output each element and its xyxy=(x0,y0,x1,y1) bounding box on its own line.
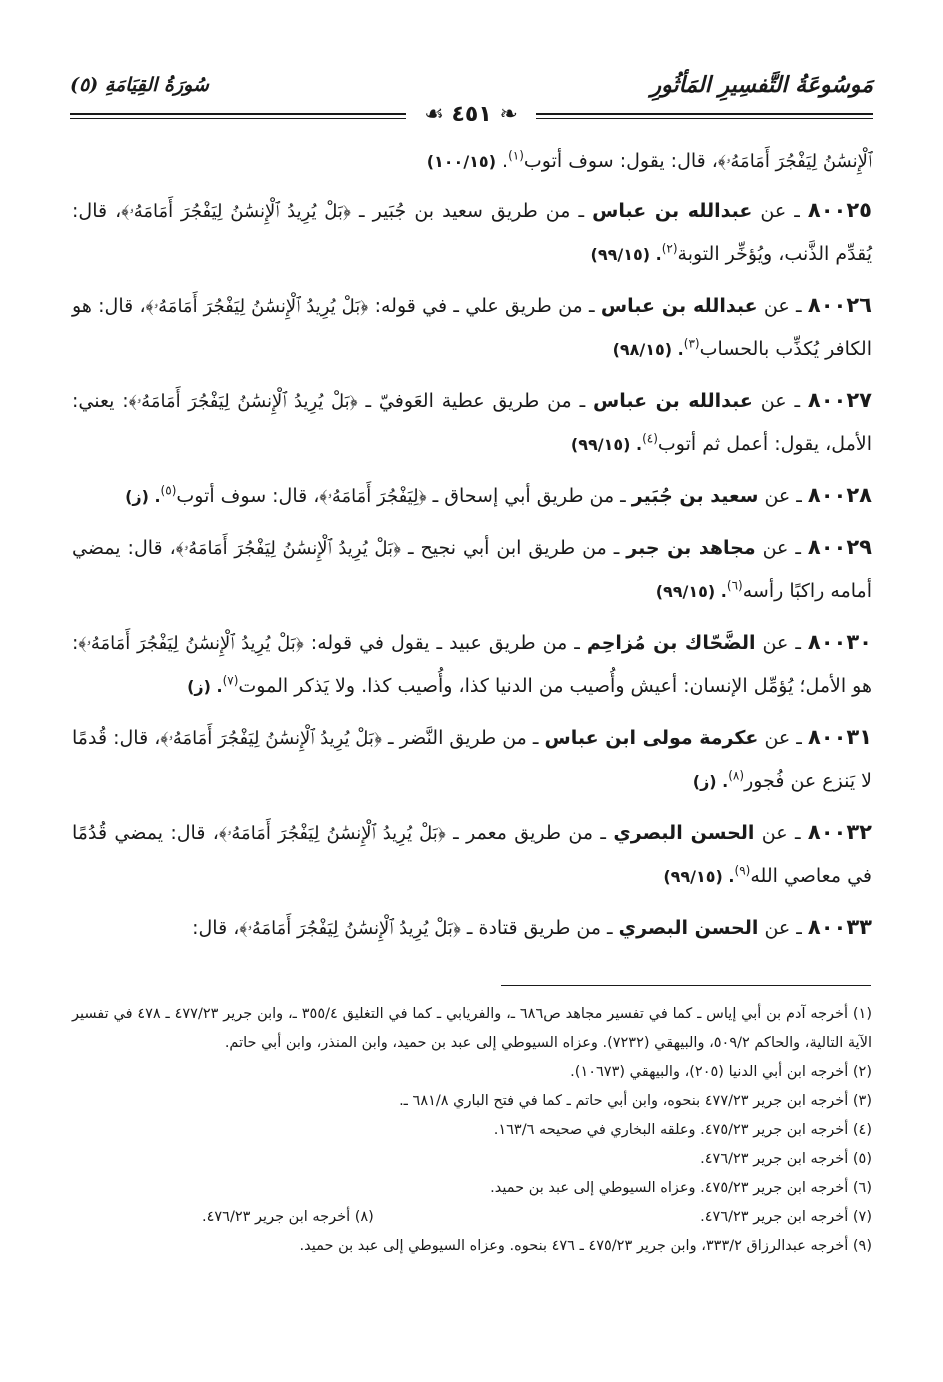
footnote-marker: (٨) xyxy=(728,768,745,783)
narrator: عبدالله بن عباس xyxy=(600,295,758,317)
quran-quote: ﴿لِيَفْجُرَ أَمَامَهُۥ﴾ xyxy=(319,486,427,507)
entry-number: ٨٠٠٣٣ xyxy=(807,915,872,939)
footnote: (٤) أخرجه ابن جرير ٤٧٥/٢٣. وعلقه البخاري في صحيحه ١٦٣/٦. xyxy=(493,1122,872,1138)
volume-reference: . (٩٩/١٥) xyxy=(570,435,643,454)
entry-number: ٨٠٠٢٧ xyxy=(807,388,872,412)
hadith-entry xyxy=(72,811,872,898)
chain: ـ من طريق قتادة ـ xyxy=(460,917,619,939)
chain: ـ من طريق ابن أبي نجيح ـ xyxy=(401,537,627,559)
quran-quote: ﴿بَلْ يُرِيدُ ٱلْإِنسَٰنُ لِيَفْجُرَ أَمَامَهُۥ﴾ xyxy=(121,201,351,222)
entry-text: : يعني: الأمل، يقول: أعمل ثم أتوب xyxy=(72,390,872,455)
entry-text: ، قال: يقول: سوف أتوب xyxy=(523,150,718,172)
ornament-right-icon: ❧ xyxy=(491,102,518,127)
chain: ـ من طريق علي ـ في قوله: xyxy=(368,295,601,317)
narrator: عبدالله بن عباس xyxy=(593,390,753,412)
chain: ـ من طريق النَّضر ـ xyxy=(381,727,545,749)
narrator: سعيد بن جُبَير xyxy=(631,485,759,507)
footnote: (١) أخرجه آدم بن أبي إياس ـ كما في تفسير مجاهد ص٦٨٦ ـ، والفريابي ـ كما في التغليق ٣٥٥/٤ ـ، وابن جرير ٤٧٧/٢٣ ـ ٤٧٨ في تفسير الآية التالية، والحاكم ٥٠٩/٢، والبيهقي (٧٢٣٢). وعزاه السيوطي إلى عبد بن حميد، وابن المنذر، وابن أبي حاتم. xyxy=(72,1006,872,1051)
entry-text: ، قال: يُقدِّم الذَّنب، ويُؤخِّر التوبة xyxy=(72,200,872,265)
narrator: مجاهد بن جبر xyxy=(626,537,756,559)
hadith-entry xyxy=(72,284,872,371)
footnote-marker: (١) xyxy=(508,148,524,163)
entry-prefix: ـ عن xyxy=(755,537,808,559)
entry-number: ٨٠٠٢٨ xyxy=(807,483,872,507)
chain: ـ من طريق أبي إسحاق ـ xyxy=(426,485,632,507)
volume-reference: (١٠٠/١٥) xyxy=(426,152,496,171)
entry-number: ٨٠٠٣١ xyxy=(807,725,873,749)
entry-prefix: ـ عن xyxy=(752,390,808,412)
footnote-marker: (٩) xyxy=(734,863,751,878)
intro-continuation: ٱلْإِنسَٰنُ لِيَفْجُرَ أَمَامَهُۥ﴾، قال: يقول: سوف أتوب$^{(١)}$. (١٠٠/١٥) xyxy=(426,148,872,172)
entry-prefix: ـ عن xyxy=(758,727,808,749)
entry-number: ٨٠٠٢٦ xyxy=(807,293,872,317)
footnote: (٨) أخرجه ابن جرير ٤٧٦/٢٣. xyxy=(202,1209,374,1225)
hadith-entry xyxy=(72,716,872,803)
quran-quote: ﴿بَلْ يُرِيدُ ٱلْإِنسَٰنُ لِيَفْجُرَ أَمَامَهُۥ﴾ xyxy=(145,296,369,317)
entry-prefix: ـ عن xyxy=(757,295,808,317)
footnote-marker: (٢) xyxy=(661,241,678,256)
volume-reference: . (ز) xyxy=(125,487,161,506)
entries-list xyxy=(72,140,872,958)
narrator: الضَّحّاك بن مُزاحِم xyxy=(586,632,756,654)
entry-text: ، قال: قُدمًا لا يَنزع عن فُجور xyxy=(72,727,872,792)
footnote-marker: (٤) xyxy=(642,431,658,446)
entry-number: ٨٠٠٣٠ xyxy=(807,630,872,654)
footnote: (٦) أخرجه ابن جرير ٤٧٥/٢٣. وعزاه السيوطي إلى عبد بن حميد. xyxy=(490,1180,872,1196)
footnote-row xyxy=(72,1203,872,1232)
quran-quote: ﴿بَلْ يُرِيدُ ٱلْإِنسَٰنُ لِيَفْجُرَ أَمَامَهُۥ﴾ xyxy=(160,728,382,749)
footnotes xyxy=(72,1000,872,1261)
entry-text: ، قال: xyxy=(192,917,240,939)
entry-text: : هو الأمل؛ يُؤمِّل الإنسان: أعيش وأُصيب من الدنيا كذا، وأُصيب كذا. ولا يَذكر الموت xyxy=(72,632,872,697)
footnote-marker: (٣) xyxy=(683,336,700,351)
surah-title: سُورَةُ القِيَامَةِ (٥) xyxy=(70,74,209,96)
entry-prefix: ـ عن xyxy=(758,485,808,507)
quran-quote: ﴿بَلْ يُرِيدُ ٱلْإِنسَٰنُ لِيَفْجُرَ أَمَامَهُۥ﴾ xyxy=(78,633,304,654)
narrator: الحسن البصري xyxy=(613,822,755,844)
narrator: عبدالله بن عباس xyxy=(592,200,753,222)
hadith-entry xyxy=(72,621,872,708)
chain: ـ من طريق عبيد ـ يقول في قوله: xyxy=(303,632,587,654)
volume-reference: . (٩٩/١٥) xyxy=(655,582,727,601)
quran-quote: ﴿بَلْ يُرِيدُ ٱلْإِنسَٰنُ لِيَفْجُرَ أَمَامَهُۥ﴾ xyxy=(175,538,401,559)
narrator: الحسن البصري xyxy=(618,917,759,939)
footnote: (٣) أخرجه ابن جرير ٤٧٧/٢٣ بنحوه، وابن أبي حاتم ـ كما في فتح الباري ٦٨١/٨ ـ. xyxy=(399,1093,872,1109)
footnote-separator xyxy=(501,985,871,986)
page-number-text: ٤٥١ xyxy=(451,102,492,127)
entry-prefix: ـ عن xyxy=(752,200,808,222)
quran-quote: ﴿بَلْ يُرِيدُ ٱلْإِنسَٰنُ لِيَفْجُرَ أَمَامَهُۥ﴾ xyxy=(128,391,358,412)
footnote: (٢) أخرجه ابن أبي الدنيا (٢٠٥)، والبيهقي (١٠٦٧٣). xyxy=(570,1064,872,1080)
footnote-marker: (٧) xyxy=(222,673,239,688)
entry-text: ، قال: سوف أتوب xyxy=(176,485,320,507)
entry-text: ، قال: يمضي قُدُمًا في معاصي الله xyxy=(72,822,872,887)
chain: ـ من طريق معمر ـ xyxy=(445,822,614,844)
volume-reference: . (٩٩/١٥) xyxy=(590,245,662,264)
ornament-left-icon: ☙ xyxy=(424,102,452,127)
hadith-entry xyxy=(72,474,872,518)
entry-text: ، قال: يمضي أمامه راكبًا رأسه xyxy=(72,537,872,602)
quran-quote: ﴿بَلْ يُرِيدُ ٱلْإِنسَٰنُ لِيَفْجُرَ أَمَامَهُۥ﴾ xyxy=(239,918,461,939)
page-number xyxy=(406,99,536,131)
footnote-marker: (٥) xyxy=(160,483,177,498)
entry-prefix: ـ عن xyxy=(758,917,808,939)
volume-reference: . (ز) xyxy=(187,677,223,696)
quran-quote: ٱلْإِنسَٰنُ لِيَفْجُرَ أَمَامَهُۥ﴾ xyxy=(717,151,872,172)
volume-reference: . (٩٨/١٥) xyxy=(612,340,684,359)
entry-number: ٨٠٠٣٢ xyxy=(807,820,872,844)
page-header xyxy=(70,72,873,100)
hadith-entry xyxy=(72,379,872,466)
hadith-entry xyxy=(72,906,872,950)
entry-prefix: ـ عن xyxy=(754,822,808,844)
footnote: (٧) أخرجه ابن جرير ٤٧٦/٢٣. xyxy=(700,1209,872,1225)
entry-number: ٨٠٠٢٩ xyxy=(807,535,872,559)
entry-text: ، قال: هو الكافر يُكذِّب بالحساب xyxy=(72,295,872,360)
entry-number: ٨٠٠٢٥ xyxy=(807,198,872,222)
footnote: (٩) أخرجه عبدالرزاق ٣٣٣/٢، وابن جرير ٤٧٥/٢٣ ـ ٤٧٦ بنحوه. وعزاه السيوطي إلى عبد بن حميد. xyxy=(299,1238,872,1254)
volume-reference: . (٩٩/١٥) xyxy=(663,867,735,886)
footnote: (٥) أخرجه ابن جرير ٤٧٦/٢٣. xyxy=(700,1151,872,1167)
footnote-marker: (٦) xyxy=(726,578,743,593)
entry-prefix: ـ عن xyxy=(755,632,808,654)
hadith-entry xyxy=(72,526,872,613)
chain: ـ من طريق سعيد بن جُبَير ـ xyxy=(350,200,593,222)
book-title: مَوسُوعَةُ التَّفسِيرِ المَأثُورِ xyxy=(650,72,873,98)
volume-reference: . (ز) xyxy=(692,772,729,791)
chain: ـ من طريق عطية العَوفيّ ـ xyxy=(357,390,594,412)
quran-quote: ﴿بَلْ يُرِيدُ ٱلْإِنسَٰنُ لِيَفْجُرَ أَمَامَهُۥ﴾ xyxy=(218,823,446,844)
narrator: عكرمة مولى ابن عباس xyxy=(544,727,759,749)
hadith-entry xyxy=(72,189,872,276)
